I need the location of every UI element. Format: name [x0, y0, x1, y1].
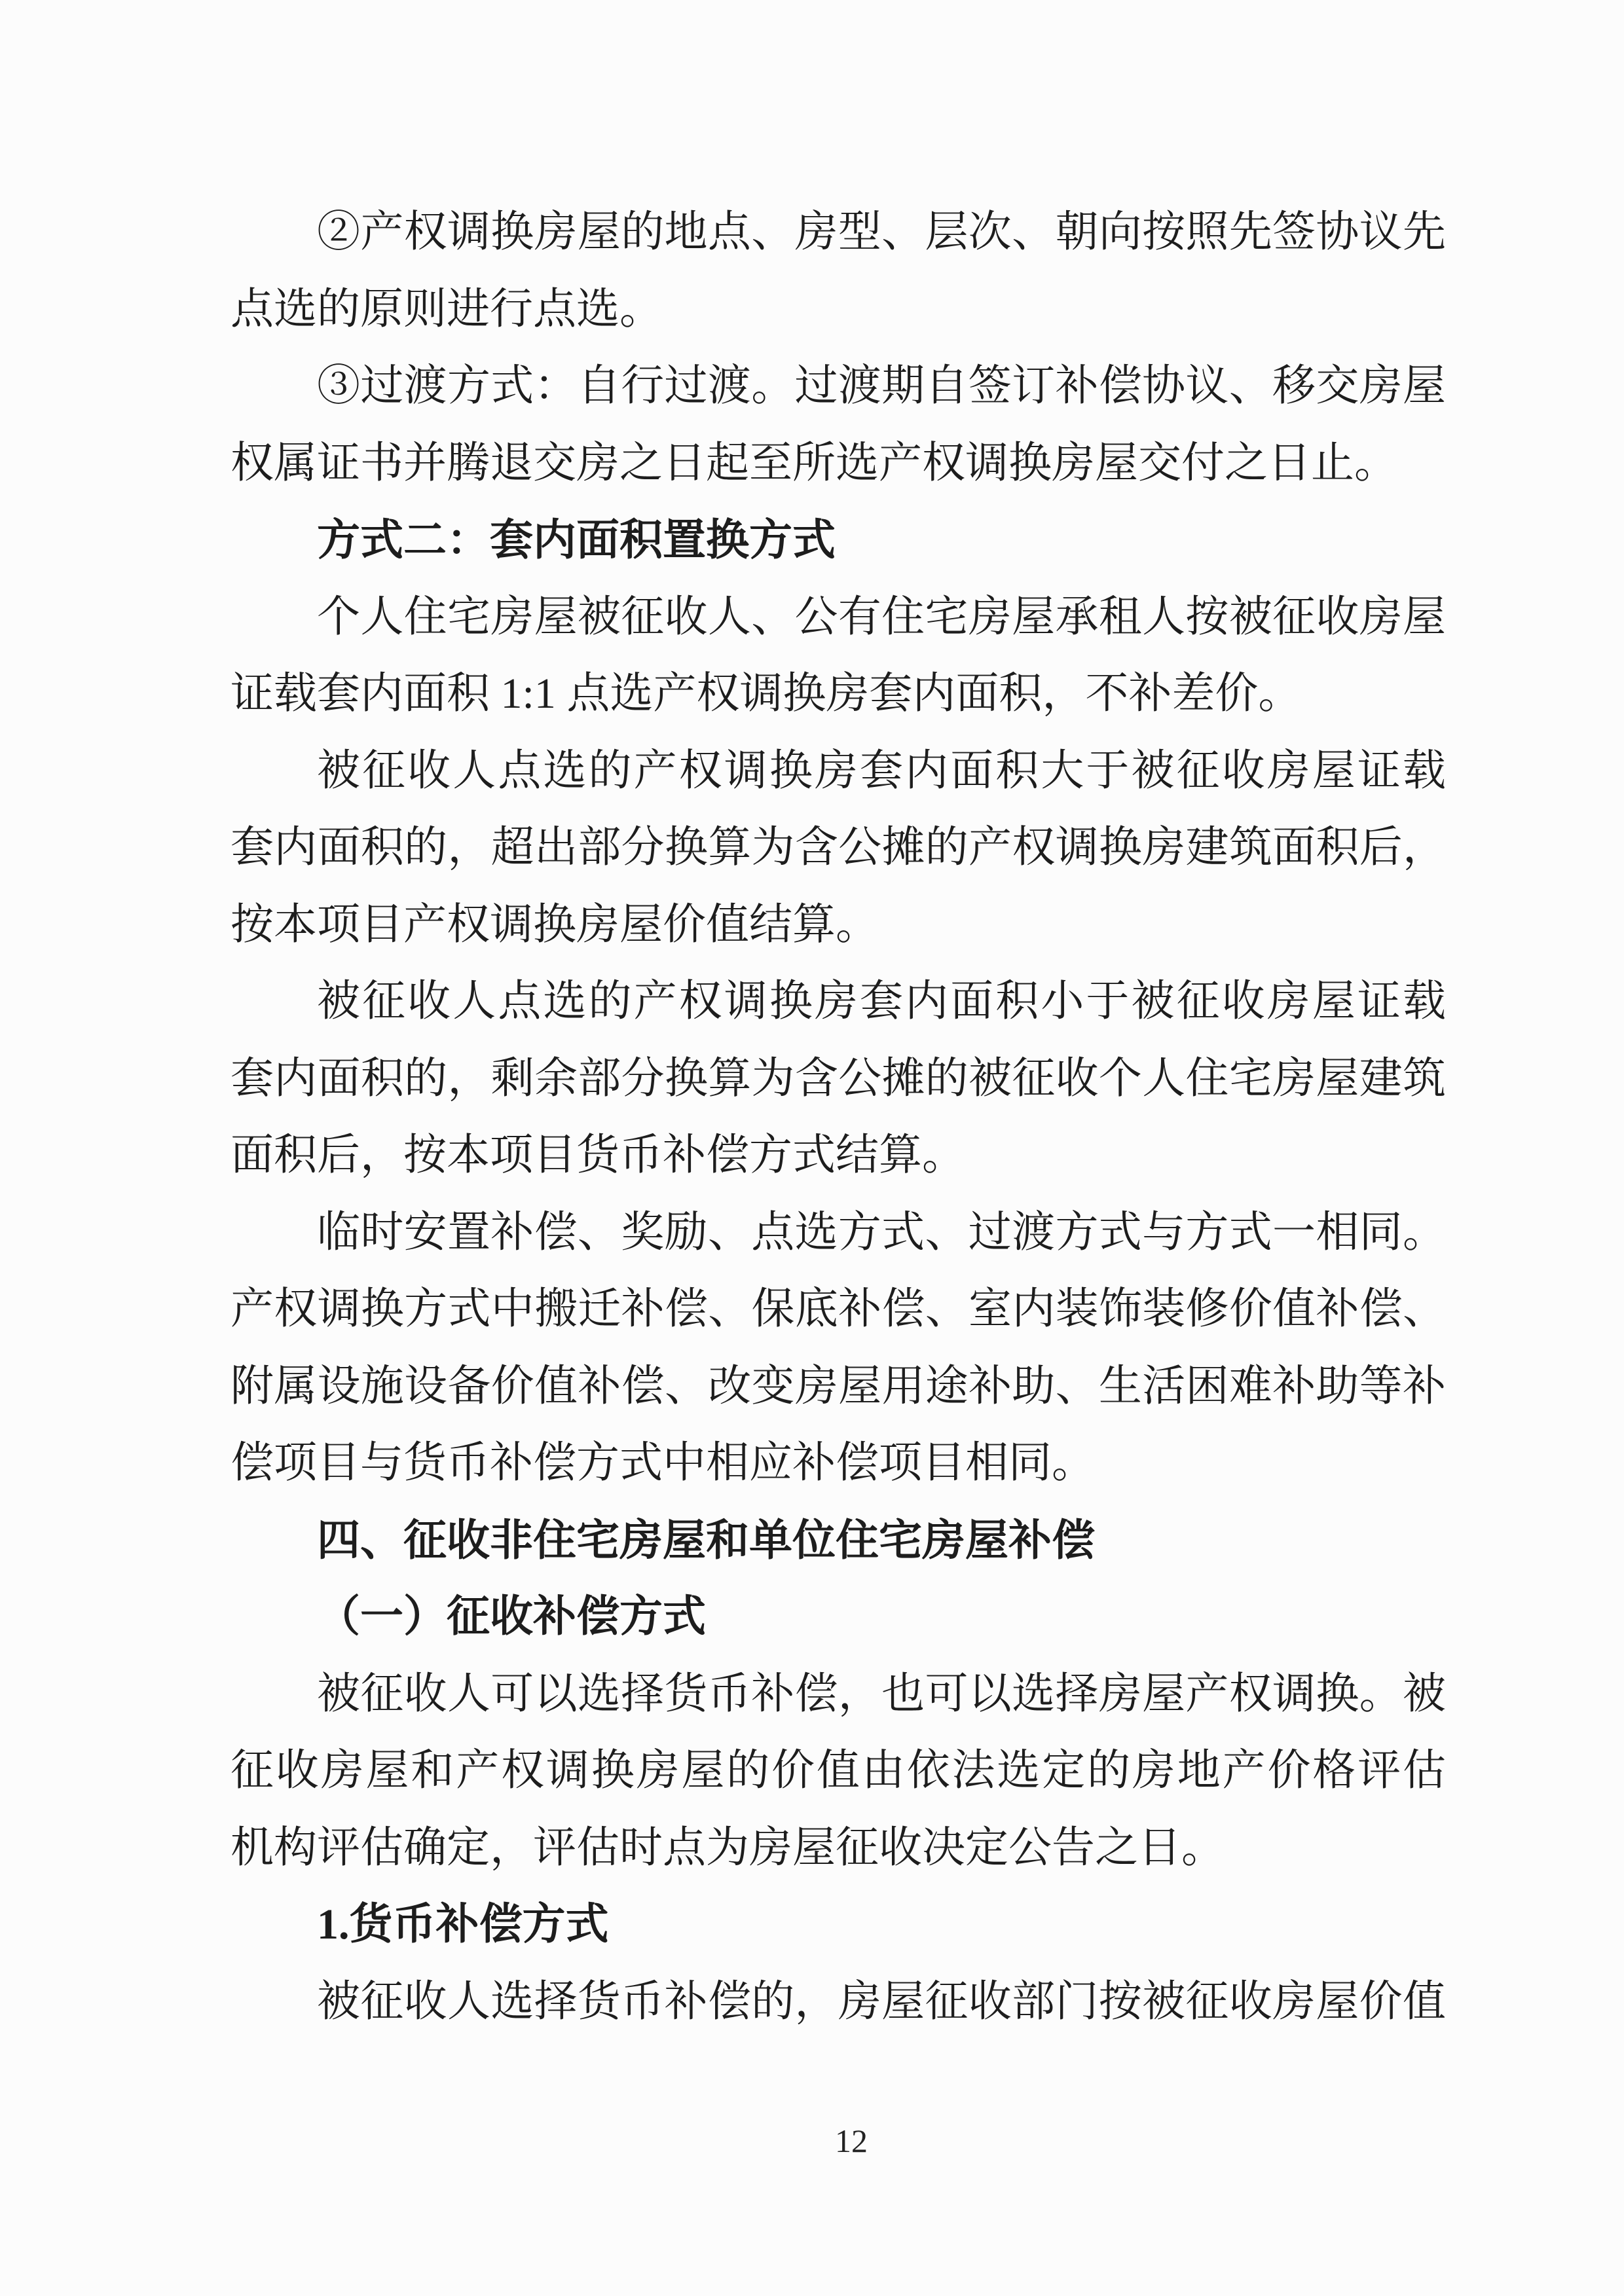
- text-line: 临时安置补偿、奖励、点选方式、过渡方式与方式一相同。: [317, 1208, 1446, 1256]
- text-line: 机构评估确定，评估时点为房屋征收决定公告之日。: [231, 1823, 1225, 1872]
- text-line: 被征收人可以选择货币补偿，也可以选择房屋产权调换。被: [317, 1669, 1446, 1718]
- text-line: 产权调换方式中搬迁补偿、保底补偿、室内装饰装修价值补偿、: [231, 1285, 1446, 1333]
- text-line: 面积后，按本项目货币补偿方式结算。: [231, 1131, 965, 1179]
- text-line: 证载套内面积 1:1 点选产权调换房套内面积，不补差价。: [231, 670, 1302, 718]
- text-line: 点选的原则进行点选。: [231, 285, 663, 333]
- page-body: [231, 194, 1446, 2040]
- text-line: 被征收人点选的产权调换房套内面积大于被征收房屋证载: [317, 746, 1446, 795]
- text-line: 四、征收非住宅房屋和单位住宅房屋补偿: [317, 1515, 1095, 1564]
- text-line: 偿项目与货币补偿方式中相应补偿项目相同。: [231, 1439, 1095, 1487]
- text-line: 1.货币补偿方式: [317, 1901, 609, 1948]
- text-line: 附属设施设备价值补偿、改变房屋用途补助、生活困难补助等补: [231, 1362, 1446, 1410]
- page-number: 12: [835, 2123, 868, 2159]
- text-line: 套内面积的，超出部分换算为含公摊的产权调换房建筑面积后，: [231, 824, 1446, 871]
- text-line: 征收房屋和产权调换房屋的价值由依法选定的房地产价格评估: [231, 1747, 1446, 1795]
- text-line: 套内面积的，剩余部分换算为含公摊的被征收个人住宅房屋建筑: [231, 1054, 1446, 1102]
- text-line: ②产权调换房屋的地点、房型、层次、朝向按照先签协议先: [317, 208, 1446, 256]
- text-line: 个人住宅房屋被征收人、公有住宅房屋承租人按被征收房屋: [317, 592, 1446, 641]
- text-line: 按本项目产权调换房屋价值结算。: [231, 900, 879, 949]
- text-line: 被征收人选择货币补偿的，房屋征收部门按被征收房屋价值: [317, 1977, 1446, 2026]
- text-line: （一）征收补偿方式: [317, 1593, 706, 1641]
- text-line: 被征收人点选的产权调换房套内面积小于被征收房屋证载: [317, 977, 1446, 1025]
- text-line: 权属证书并腾退交房之日起至所选产权调换房屋交付之日止。: [231, 439, 1397, 487]
- text-line: 方式二：套内面积置换方式: [317, 515, 836, 564]
- text-line: ③过渡方式：自行过渡。过渡期自签订补偿协议、移交房屋: [317, 362, 1446, 410]
